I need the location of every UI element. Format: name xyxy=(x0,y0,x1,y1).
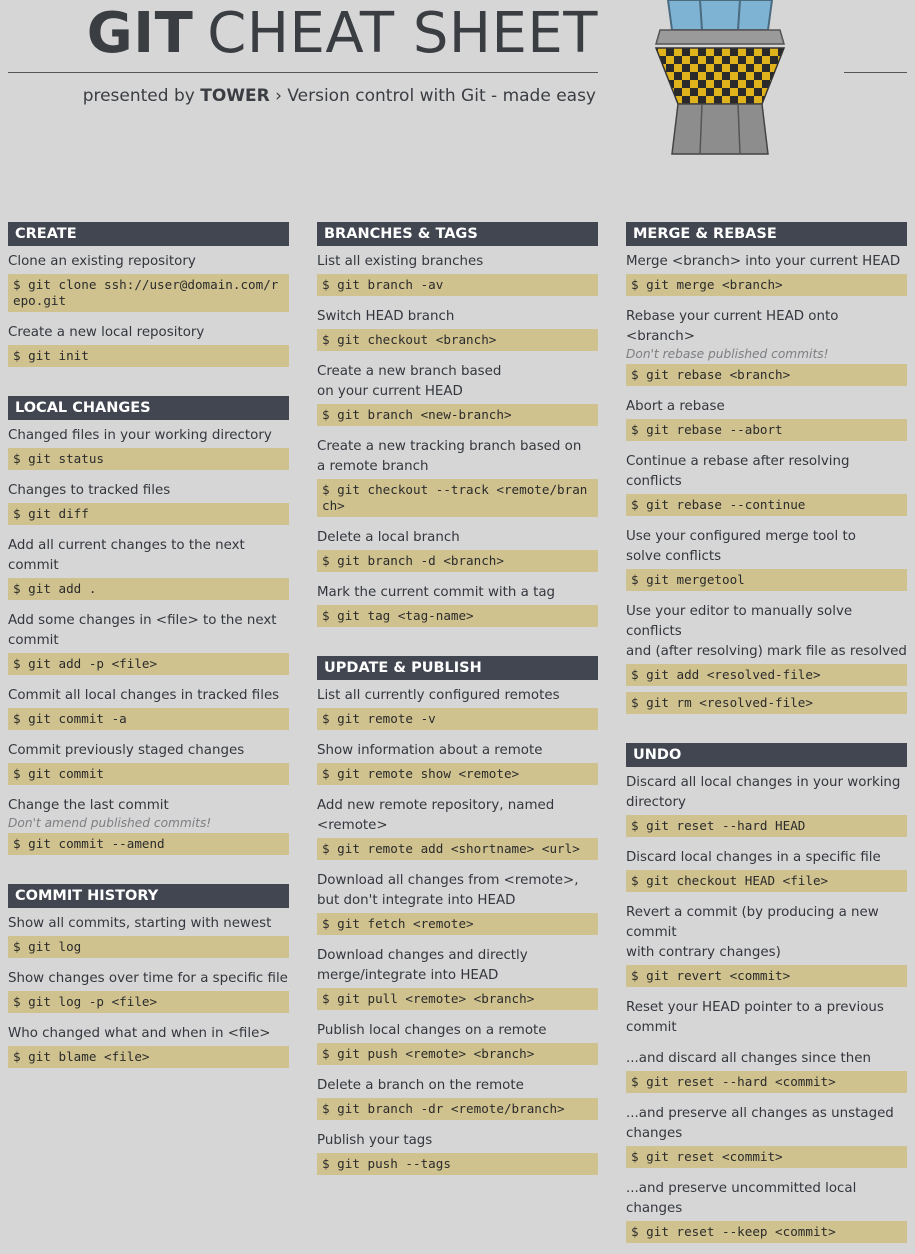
section xyxy=(626,743,907,1243)
title-rule xyxy=(8,72,598,73)
command-entry xyxy=(317,1076,598,1120)
command-entry xyxy=(317,741,598,785)
command-description: Change the last commit xyxy=(8,798,169,813)
command-code: $ git rebase --abort xyxy=(626,419,907,441)
command-code: $ git push <remote> <branch> xyxy=(317,1043,598,1065)
command-entry xyxy=(626,307,907,386)
command-code: $ git checkout HEAD <file> xyxy=(626,870,907,892)
command-description: Revert a commit (by producing a new commit with contrary changes) xyxy=(626,905,879,960)
command-code: $ git branch <new-branch> xyxy=(317,404,598,426)
command-description: Commit all local changes in tracked files xyxy=(8,688,280,703)
section xyxy=(8,222,289,367)
command-entry xyxy=(8,323,289,367)
command-entry xyxy=(317,686,598,730)
command-code: $ git log -p <file> xyxy=(8,991,289,1013)
command-description: Changed files in your working directory xyxy=(8,428,272,443)
command-code: $ git rebase --continue xyxy=(626,494,907,516)
command-description: Create a new local repository xyxy=(8,325,205,340)
command-description: Download changes and directly merge/integrate into HEAD xyxy=(317,948,528,983)
title-cheat-sheet: CHEAT SHEET xyxy=(207,1,598,66)
command-code: $ git diff xyxy=(8,503,289,525)
section-gap xyxy=(8,866,289,884)
command-description: Delete a branch on the remote xyxy=(317,1078,524,1093)
command-entry xyxy=(317,362,598,426)
command-code: $ git add . xyxy=(8,578,289,600)
command-description: Add new remote repository, named <remote> xyxy=(317,798,555,833)
section xyxy=(317,222,598,627)
command-description: Use your configured merge tool to solve conflicts xyxy=(626,529,856,564)
section xyxy=(8,884,289,1068)
command-entry xyxy=(8,969,289,1013)
command-entry xyxy=(317,307,598,351)
command-code: $ git checkout <branch> xyxy=(317,329,598,351)
subtitle-tagline: › Version control with Git - made easy xyxy=(269,86,596,106)
command-description: Delete a local branch xyxy=(317,530,460,545)
section-title: MERGE & REBASE xyxy=(626,222,907,246)
command-entry xyxy=(626,848,907,892)
command-code: $ git branch -av xyxy=(317,274,598,296)
command-entry xyxy=(317,1131,598,1175)
command-description: Continue a rebase after resolving conflicts xyxy=(626,454,850,489)
command-entry xyxy=(626,998,907,1038)
command-entry xyxy=(626,452,907,516)
command-description: Commit previously staged changes xyxy=(8,743,245,758)
command-code: $ git mergetool xyxy=(626,569,907,591)
command-code: $ git log xyxy=(8,936,289,958)
command-code: $ git reset --hard HEAD xyxy=(626,815,907,837)
command-code: $ git add -p <file> xyxy=(8,653,289,675)
title-git: GIT xyxy=(86,1,194,66)
command-description: Abort a rebase xyxy=(626,399,725,414)
command-description: Discard all local changes in your working directory xyxy=(626,775,901,810)
command-code: $ git remote add <shortname> <url> xyxy=(317,838,598,860)
command-entry xyxy=(8,914,289,958)
command-entry xyxy=(626,397,907,441)
command-code: $ git merge <branch> xyxy=(626,274,907,296)
command-code: $ git push --tags xyxy=(317,1153,598,1175)
command-code: $ git checkout --track <remote/branch> xyxy=(317,479,598,517)
tower-logo-icon xyxy=(650,0,790,160)
command-description: ...and preserve uncommitted local changes xyxy=(626,1181,857,1216)
section-title: UNDO xyxy=(626,743,907,767)
command-description: Clone an existing repository xyxy=(8,254,196,269)
command-description: Publish your tags xyxy=(317,1133,433,1148)
command-description: Who changed what and when in <file> xyxy=(8,1026,271,1041)
warning-note: Don't rebase published commits! xyxy=(626,347,829,361)
command-entry xyxy=(626,1049,907,1093)
command-code: $ git rebase <branch> xyxy=(626,364,907,386)
title-rule-right xyxy=(844,72,907,73)
section-gap xyxy=(317,638,598,656)
command-description: List all currently configured remotes xyxy=(317,688,560,703)
command-entry xyxy=(8,1024,289,1068)
command-code: $ git branch -d <branch> xyxy=(317,550,598,572)
command-code: $ git commit -a xyxy=(8,708,289,730)
command-description: Rebase your current HEAD onto <branch> xyxy=(626,309,839,344)
command-description: Create a new tracking branch based on a remote branch xyxy=(317,439,582,474)
command-entry xyxy=(317,1021,598,1065)
section xyxy=(626,222,907,714)
brand-name: TOWER xyxy=(200,86,270,106)
command-code: $ git rm <resolved-file> xyxy=(626,692,907,714)
subtitle xyxy=(0,86,596,106)
command-entry xyxy=(626,773,907,837)
command-entry xyxy=(626,1179,907,1243)
command-description: Add all current changes to the next commit xyxy=(8,538,245,573)
command-entry xyxy=(8,252,289,312)
subtitle-prefix: presented by xyxy=(82,86,201,106)
command-description: Switch HEAD branch xyxy=(317,309,455,324)
command-description: Add some changes in <file> to the next commit xyxy=(8,613,277,648)
column-3 xyxy=(626,222,907,1254)
command-code: $ git tag <tag-name> xyxy=(317,605,598,627)
column-2 xyxy=(317,222,598,1186)
section-gap xyxy=(8,378,289,396)
command-code: $ git remote show <remote> xyxy=(317,763,598,785)
command-description: Publish local changes on a remote xyxy=(317,1023,547,1038)
command-description: List all existing branches xyxy=(317,254,484,269)
command-code: $ git init xyxy=(8,345,289,367)
section-title: UPDATE & PUBLISH xyxy=(317,656,598,680)
command-description: Show all commits, starting with newest xyxy=(8,916,272,931)
command-entry xyxy=(626,602,907,714)
section-title: LOCAL CHANGES xyxy=(8,396,289,420)
command-code: $ git add <resolved-file> xyxy=(626,664,907,686)
page-title xyxy=(0,1,598,66)
command-code: $ git pull <remote> <branch> xyxy=(317,988,598,1010)
command-code: $ git clone ssh://user@domain.com/repo.git xyxy=(8,274,289,312)
command-code: $ git reset --keep <commit> xyxy=(626,1221,907,1243)
command-entry xyxy=(626,903,907,987)
command-code: $ git blame <file> xyxy=(8,1046,289,1068)
section-title: BRANCHES & TAGS xyxy=(317,222,598,246)
command-description: Create a new branch based on your current HEAD xyxy=(317,364,502,399)
section-title: COMMIT HISTORY xyxy=(8,884,289,908)
command-entry xyxy=(317,871,598,935)
command-entry xyxy=(626,1104,907,1168)
command-description: Show information about a remote xyxy=(317,743,543,758)
command-entry xyxy=(626,527,907,591)
command-entry xyxy=(317,528,598,572)
command-entry xyxy=(8,481,289,525)
section xyxy=(317,656,598,1175)
column-1 xyxy=(8,222,289,1079)
command-description: ...and preserve all changes as unstaged changes xyxy=(626,1106,894,1141)
section-title: CREATE xyxy=(8,222,289,246)
warning-note: Don't amend published commits! xyxy=(8,816,212,830)
command-code: $ git reset <commit> xyxy=(626,1146,907,1168)
command-code: $ git commit xyxy=(8,763,289,785)
command-code: $ git status xyxy=(8,448,289,470)
section xyxy=(8,396,289,855)
command-description: Show changes over time for a specific file xyxy=(8,971,288,986)
command-description: Mark the current commit with a tag xyxy=(317,585,556,600)
command-code: $ git fetch <remote> xyxy=(317,913,598,935)
command-entry xyxy=(317,946,598,1010)
command-entry xyxy=(8,611,289,675)
command-entry xyxy=(8,796,289,855)
command-entry xyxy=(626,252,907,296)
command-entry xyxy=(8,536,289,600)
command-description: Reset your HEAD pointer to a previous commit xyxy=(626,1000,884,1035)
command-description: Download all changes from <remote>, but don't integrate into HEAD xyxy=(317,873,579,908)
command-code: $ git revert <commit> xyxy=(626,965,907,987)
command-entry xyxy=(317,583,598,627)
command-entry xyxy=(317,252,598,296)
command-code: $ git commit --amend xyxy=(8,833,289,855)
command-entry xyxy=(317,437,598,517)
section-gap xyxy=(626,725,907,743)
command-entry xyxy=(8,426,289,470)
command-description: ...and discard all changes since then xyxy=(626,1051,871,1066)
command-description: Use your editor to manually solve conflicts and (after resolving) mark file as resolved xyxy=(626,604,907,659)
command-description: Merge <branch> into your current HEAD xyxy=(626,254,901,269)
command-code: $ git reset --hard <commit> xyxy=(626,1071,907,1093)
command-code: $ git branch -dr <remote/branch> xyxy=(317,1098,598,1120)
command-description: Discard local changes in a specific file xyxy=(626,850,881,865)
command-entry xyxy=(8,741,289,785)
command-entry xyxy=(317,796,598,860)
command-description: Changes to tracked files xyxy=(8,483,171,498)
command-entry xyxy=(8,686,289,730)
command-code: $ git remote -v xyxy=(317,708,598,730)
